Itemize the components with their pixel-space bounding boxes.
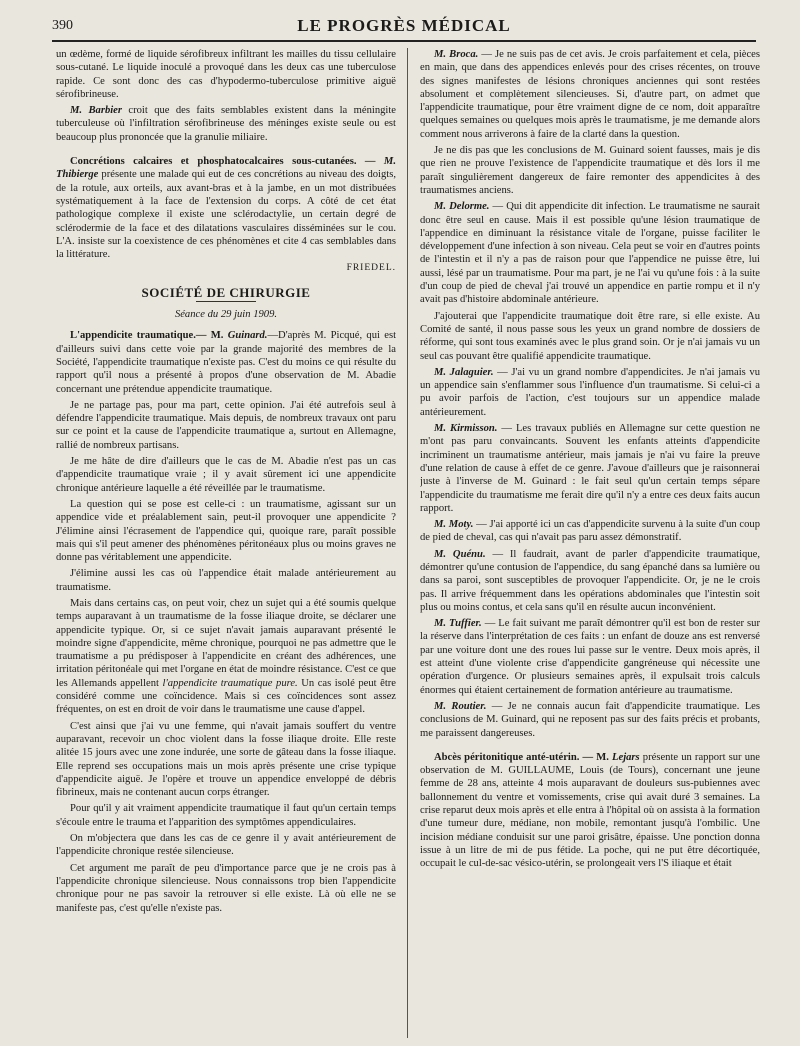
- paragraph: [420, 422, 760, 515]
- paragraph: [56, 329, 396, 395]
- paragraph-text: — Je ne connais aucun fait d'appendicite traumatique. Les conclusions de M. Guinard, qui ne reposent pas sur des faits précis et probants, me paraissent dangereuses.: [420, 700, 760, 739]
- subheading: L'appendicite traumatique.— M.: [70, 330, 224, 342]
- speaker-name: M. Jalaguier.: [434, 366, 494, 378]
- subheading: Concrétions calcaires et phosphatocalcaires sous-cutanées. —: [70, 156, 376, 168]
- paragraph: Cet argument me paraît de peu d'importance parce que je ne crois pas à l'appendicite chronique silencieuse. Nous connaissons trop bien l'appendicite chronique pour ne pas savoir la retrouver si elle existe. Là où elle ne se manifeste pas, c'est qu'elle n'existe pas.: [56, 862, 396, 914]
- paragraph: [420, 700, 760, 740]
- paragraph: J'élimine aussi les cas où l'appendice était malade antérieurement au traumatisme.: [56, 568, 396, 593]
- paragraph-text: croit que des faits semblables existent dans la méningite tuberculeuse où l'infiltration sérofibrineuse des méninges existe seule ou est beaucoup plus prononcée que la granulie miliaire.: [56, 105, 396, 143]
- paragraph: [420, 518, 760, 545]
- paragraph: [420, 200, 760, 306]
- speaker-name: M. Broca.: [434, 49, 479, 60]
- speaker-name: M. Quénu.: [434, 548, 486, 560]
- speaker-name: Lejars: [612, 751, 640, 763]
- journal-title: LE PROGRÈS MÉDICAL: [297, 16, 511, 35]
- paragraph: Pour qu'il y ait vraiment appendicite traumatique il faut qu'un certain temps s'écoule entre le trauma et l'apparition des symptômes appendiculaires.: [56, 803, 396, 828]
- paragraph: [420, 617, 760, 697]
- paragraph: [56, 104, 396, 144]
- subheading: Abcès péritonitique anté-utérin. — M.: [434, 751, 609, 763]
- paragraph-text: — Le fait suivant me paraît démontrer qu'il est bon de rester sur la réserve dans l'interprétation de ces faits : un enfant de douze ans est renversé par une voiture dont une des roues lui passe sur le ventre. Deux mois après, il est atteint d'une violente crise d'appendicite gangréneuse qui nécessite une opération d'urgence. Or plusieurs semaines après, il expulsait trois calculs énormes qui étaient certainement de formation antérieure au traumatisme.: [420, 618, 760, 696]
- right-column: [420, 48, 760, 1038]
- speaker-name: M. Delorme.: [434, 201, 490, 213]
- session-date: Séance du 29 juin 1909.: [174, 309, 278, 321]
- speaker-name: M. Thibierge: [56, 156, 396, 181]
- section-title: SOCIÉTÉ DE CHIRURGIE: [141, 284, 311, 300]
- paragraph: [420, 751, 760, 871]
- paragraph: Je ne dis pas que les conclusions de M. Guinard soient fausses, mais je dis que rien ne prouve l'existence de l'appendicite traumatique et dès lors il me paraît singulièrement dangereux de faire remonter des appendicites à des traumatismes anciens.: [420, 145, 760, 196]
- author-signature: FRIEDEL.: [346, 263, 396, 274]
- section-divider: [196, 301, 256, 302]
- paragraph: On m'objectera que dans les cas de ce genre il y avait antérieurement de l'appendicite chronique restée silencieuse.: [56, 833, 396, 858]
- italic-term: l'appendicite traumatique pure.: [162, 677, 298, 689]
- speaker-name: M. Moty.: [434, 519, 474, 531]
- paragraph-text: — Qui dit appendicite dit infection. Le traumatisme ne saurait donc être seul en cause. Mais il est possible qu'une lésion traumatique de l'appendice en diminuant la résistance vitale de l'organe, puisse faciliter le développement d'une infection à son niveau. Cela peut se voir en d'autres points de l'intestin et il n'y a pas de raison pour que l'appendice ne puisse être, lui aussi, lésé par un traumatisme. Pour ma part, je ne l'ai vu qu'une fois : à la suite d'un coup de pied de cheval j'ai trouvé un appendice en partie rompu et il n'y avait pas d'histoire abdominale antérieure.: [420, 201, 760, 306]
- paragraph-text: — Je ne suis pas de cet avis. Je crois parfaitement et cela, pièces en main, que dans des appendices enlevés pour des crises récentes, on trouve des signes manifestes de lésions chroniques anciennes qui sont restées absolument et complètement silencieuses. Si, d'autre part, on admet que l'appendicite traumatique, pour être vraiment digne de ce nom, doit apparaître quelques semaines ou quelques mois après le traumatisme, je me demande alors comment nous arriverons à faire de la clarté dans la question.: [420, 49, 760, 140]
- speaker-name: Guinard.: [227, 330, 268, 342]
- paragraph-text: — J'ai vu un grand nombre d'appendicites. Je n'ai jamais vu un appendice sain s'enflammer sous l'influence d'un traumatisme. Si celui-ci a pu avoir parfois de l'action, c'est toujours sur un appendice malade antérieurement.: [420, 366, 760, 418]
- speaker-name: M. Routier.: [434, 700, 487, 712]
- paragraph-text: Mais dans certains cas, on peut voir, chez un sujet qui a été soumis quelque temps auparavant à un traumatisme de la fosse iliaque droite, se déclarer une appendicite typique. Or, si ce sujet n'avait jamais auparavant présenté le moindre signe d'appendicite, même chronique, pourquoi ne pas admettre que le traumatisme a pu prédisposer à l'appendicite en créant des adhérences, une irritation péritonéale qui met l'organe en état de moindre résistance. C'est ce que les Allemands appellent: [56, 597, 396, 689]
- paragraph: Je me hâte de dire d'ailleurs que le cas de M. Abadie n'est pas un cas d'appendicite traumatique vraie ; il y avait sûrement ici une appendicite chronique antérieure laquelle a été réveillée par le traumatisme.: [56, 456, 396, 494]
- column-divider: [407, 48, 408, 1038]
- paragraph-text: — J'ai apporté ici un cas d'appendicite survenu à la suite d'un coup de pied de cheval, cas qui n'avait pas paru assez démonstratif.: [420, 519, 760, 544]
- paragraph: La question qui se pose est celle-ci : un traumatisme, agissant sur un appendice vide et préalablement sain, peut-il provoquer une appendicite ? J'élimine ainsi l'écrasement de l'appendice qui, quoique rare, paraît possible mais qui s'il peut amener des phénomènes péritonéaux plus ou moins graves ne donne pas véritablement une appendicite.: [56, 498, 396, 564]
- paragraph: un œdème, formé de liquide sérofibreux infiltrant les mailles du tissu cellulaire sous-cutané. Le liquide inoculé a provoqué dans les deux cas une tuberculose rapide. Ce sont donc des cas d'hypodermo-tuberculose primitive aiguë sérofibrineuse.: [56, 49, 396, 100]
- paragraph: C'est ainsi que j'ai vu une femme, qui n'avait jamais souffert du ventre auparavant, recevoir un choc violent dans la fosse iliaque droite. Elle reste alitée 15 jours avec une zone indurée, une sorte de gâteau dans la fosse iliaque. Elle reprend ses occupations mais un mois après présente une crise typique d'appendicite aiguë. Je l'opère et trouve un appendice enveloppé de débris fibrineux, mais ne contenant aucun corps étranger.: [56, 720, 396, 799]
- paragraph: J'ajouterai que l'appendicite traumatique doit être rare, si elle existe. Au Comité de santé, il nous passe sous les yeux un grand nombre de dossiers de réforme, qui sont tous examinés avec le plus grand soin. Or je n'ai jamais vu un seul cas pouvant être qualifié appendicite traumatique.: [420, 310, 760, 362]
- speaker-name: M. Tuffier.: [434, 618, 482, 630]
- paragraph: [420, 548, 760, 614]
- page-number: 390: [52, 18, 73, 33]
- paragraph: [420, 48, 760, 141]
- page-header: [52, 14, 756, 42]
- speaker-name: M. Barbier: [70, 105, 123, 117]
- paragraph-text: — Les travaux publiés en Allemagne sur cette question ne m'ont pas paru convaincants. Souvent les enfants atteints d'appendicite incriminent un traumatisme antérieur, mais jamais je n'ai vu faire la preuve d'une relation de cause à effet de ce genre. J'avoue d'ailleurs que je raisonnerai juste à l'inverse de M. Guinard : le fait seul qu'un certain temps sépare l'appendicite du traumatisme me ferait dire qu'il n'y a entre ces deux faits aucun rapport.: [420, 423, 760, 514]
- paragraph: [56, 155, 396, 261]
- speaker-name: M. Kirmisson.: [434, 423, 498, 435]
- paragraph: [420, 366, 760, 419]
- paragraph-text: présente un rapport sur une observation de M. GUILLAUME, Louis (de Tours), concernant une jeune femme de 28 ans, atteinte 4 mois auparavant de douleurs sus-pubiennes avec ballonnement du ventre et vomissements, crise qui avait duré 3 semaines. La crise reparut deux mois après et elle entra à l'hôpital où on assista à la formation d'une tumeur dure, médiane, non mobile, remontant jusqu'à l'ombilic. Une incision médiane conduisit sur une paroi grisâtre, épaisse. Une ponction donna issue à un litre de mi de pus fétide. La poche, qui ne put être décortiquée, occupait le cul-de-sac vésico-utérin, se prolongeait vers l'S iliaque et était: [420, 751, 760, 870]
- paragraph: Je ne partage pas, pour ma part, cette opinion. J'ai été autrefois seul à défendre l'appendicite traumatique. Mais depuis, de nombreux travaux ont paru sur ce point et la cause de l'appendicite traumatique a, surtout en Allemagne, rallié de nombreux partisans.: [56, 399, 396, 451]
- paragraph: [56, 597, 396, 717]
- left-column: [56, 48, 396, 1038]
- paragraph-text: Un cas isolé peut être considéré comme une coïncidence. Mais si ces coïncidences sont assez fréquentes, on est en droit de voir dans le traumatisme une cause d'appel.: [56, 677, 396, 716]
- paragraph-text: — Il faudrait, avant de parler d'appendicite traumatique, démontrer qu'une contusion de l'appendice, du sang épanché dans sa lumière ou dans sa paroi, sont susceptibles de provoquer l'appendicite. Or, je ne le crois pas. Il arrive fréquemment dans les opérations abdominales que l'intestin soit plus ou moins contus, et cela sans qu'il en résulte aucun inconvénient.: [420, 548, 760, 613]
- paragraph-text: présente une malade qui eut de ces concrétions au niveau des doigts, de la rotule, aux orteils, aux avant-bras et à la jambe, en un mot distribuées systématiquement à la face de l'extension du corps. A côté de cet état pathologique complexe il existe une sclérodactylie, un certain degré de sclérodermie de la face et des dilatations vasculaires disséminées sur le cou. L'A. insiste sur la coexistence de ces phénomènes et cite 4 cas semblables dans la littérature.: [56, 169, 396, 261]
- paragraph-text: —D'après M. Picqué, qui est d'ailleurs suivi dans cette voie par la grande majorité des membres de la Société, l'appendicite traumatique n'existe pas. C'est du moins ce qui résulte du rapport qu'il nous a présenté à propos d'une observation de M. Abadie concernant une prétendue appendicite traumatique.: [56, 330, 396, 395]
